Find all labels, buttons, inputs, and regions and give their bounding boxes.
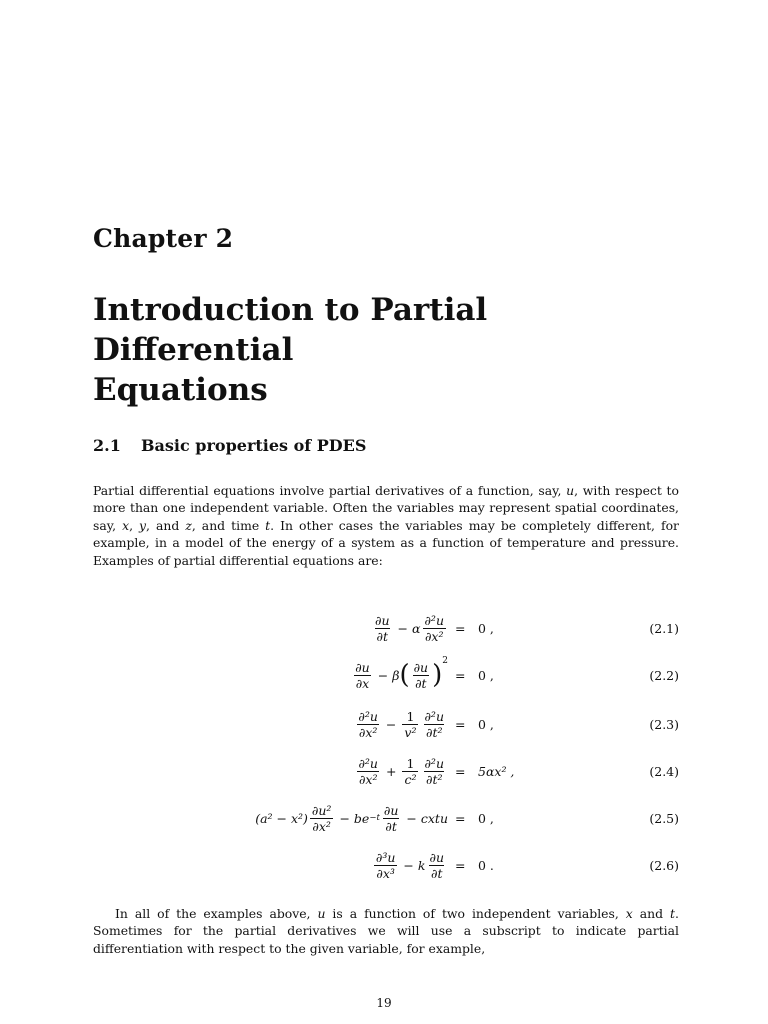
prefactor: (a² − x²) [255,810,308,826]
equals-sign: = [455,857,466,873]
numerator: ∂²u [424,708,444,724]
chapter-label: Chapter 2 [93,224,234,253]
fraction [310,803,334,834]
left-paren: ( [399,660,410,690]
text-run: . In other cases the variables may be completely different, for example, in a model of the energy of a system as a function of temperature and pressure. Examples of partial differential equations are: [93,517,679,568]
numerator: 1 [406,708,415,724]
numerator: ∂u [383,802,399,818]
fraction [353,660,372,691]
fraction [356,756,380,787]
coefficient: β [392,667,400,683]
intro-paragraph [93,482,679,569]
equation-lhs [255,793,448,843]
operator: − [403,857,414,873]
operator: − [406,810,417,826]
equation-2-3 [0,699,768,749]
equation-rhs: 0 , [478,810,494,826]
equals-sign: = [455,620,466,636]
fraction [382,803,401,834]
text-run: , with respect to more than one independent variable. Often the variables may represent spatial coordinates, say, [93,483,679,533]
text-run: . Sometimes for the partial derivatives we will use a subscript to indicate partial differentiation with respect to the given variable, for example, [93,906,679,956]
equation-rhs: 0 , [478,620,494,636]
denominator: ∂x² [312,818,331,834]
operator: + [385,763,397,779]
equation-number: (2.5) [649,810,679,826]
fraction [422,709,446,740]
text-run: , and time [191,517,266,533]
math-var: t [265,517,271,533]
coefficient: be [353,810,370,826]
equation-2-4 [0,746,768,796]
operator: − [377,667,389,683]
fraction [356,709,380,740]
denominator: ∂t [415,675,427,691]
numerator: ∂u [413,659,429,675]
denominator: ∂x [355,675,370,691]
denominator: ∂t [430,865,443,881]
equation-rhs: 5αx² , [478,763,515,779]
denominator: ∂t [376,628,389,644]
math-var: t [670,906,676,921]
equals-sign: = [455,667,466,683]
equation-lhs [354,699,448,749]
text-run: , [129,517,140,533]
equation-2-5 [0,793,768,843]
denominator: c² [404,771,417,787]
denominator: ∂x² [424,628,444,644]
coefficient: k [417,857,426,873]
numerator: ∂³u [375,849,396,865]
equation-number: (2.2) [649,667,679,683]
coefficient: α [412,620,421,636]
fraction [422,613,446,644]
equation-lhs [354,746,448,796]
numerator: ∂u [355,659,370,675]
operator: − [385,716,397,732]
numerator: ∂u [429,849,444,865]
math-var: x [625,906,633,921]
denominator: ∂t [385,818,397,834]
fraction [374,850,398,881]
equation-lhs [351,650,448,700]
fraction [373,613,392,644]
fraction [422,756,446,787]
examples-paragraph [93,905,679,957]
operator: − [397,620,409,636]
text-run: is a function of two independent variables, [325,906,626,921]
text-run: , and [146,517,186,533]
fraction [402,756,418,787]
denominator: ∂t² [425,724,443,740]
equals-sign: = [455,716,466,732]
equation-rhs: 0 , [478,716,494,732]
exponent: −t [369,813,380,823]
math-var: y [139,517,147,533]
math-var: u [566,483,575,498]
numerator: 1 [406,755,415,771]
math-var: x [122,517,130,533]
denominator: ∂x³ [376,865,395,881]
exponent: 2 [442,656,448,666]
equation-rhs: 0 . [478,857,494,873]
equation-2-1 [0,603,768,653]
math-var: z [185,517,192,533]
fraction [412,660,431,691]
chapter-title [93,290,693,410]
numerator: ∂²u [358,708,378,724]
equation-number: (2.4) [649,763,679,779]
equation-lhs [371,603,448,653]
text-run: and [632,906,671,921]
denominator: ∂x² [358,771,378,787]
numerator: ∂u² [311,802,332,818]
equation-number: (2.1) [649,620,679,636]
fraction [427,850,446,881]
chapter-title-line-1: Introduction to Partial Differential [93,292,488,368]
equation-rhs: 0 , [478,667,494,683]
numerator: ∂²u [358,755,378,771]
numerator: ∂²u [424,755,444,771]
term: cxtu [420,810,448,826]
equals-sign: = [455,810,466,826]
right-paren: ) [432,660,443,690]
equals-sign: = [455,763,466,779]
section-heading [93,436,366,455]
denominator: ∂x² [358,724,378,740]
fraction [402,709,418,740]
numerator: ∂²u [424,612,444,628]
equation-number: (2.3) [649,716,679,732]
equation-lhs [372,840,448,890]
equation-2-6 [0,840,768,890]
page-number: 19 [376,996,392,1010]
math-var: u [317,906,326,921]
denominator: v² [404,724,417,740]
text-run: Partial differential equations involve partial derivatives of a function, say, [93,483,567,498]
chapter-title-line-2: Equations [93,372,268,408]
text-run: In all of the examples above, [115,906,318,921]
section-number: 2.1 [93,436,121,455]
equation-2-2 [0,650,768,700]
section-title: Basic properties of PDES [141,436,367,455]
numerator: ∂u [375,612,390,628]
equation-number: (2.6) [649,857,679,873]
denominator: ∂t² [425,771,443,787]
operator: − [339,810,350,826]
